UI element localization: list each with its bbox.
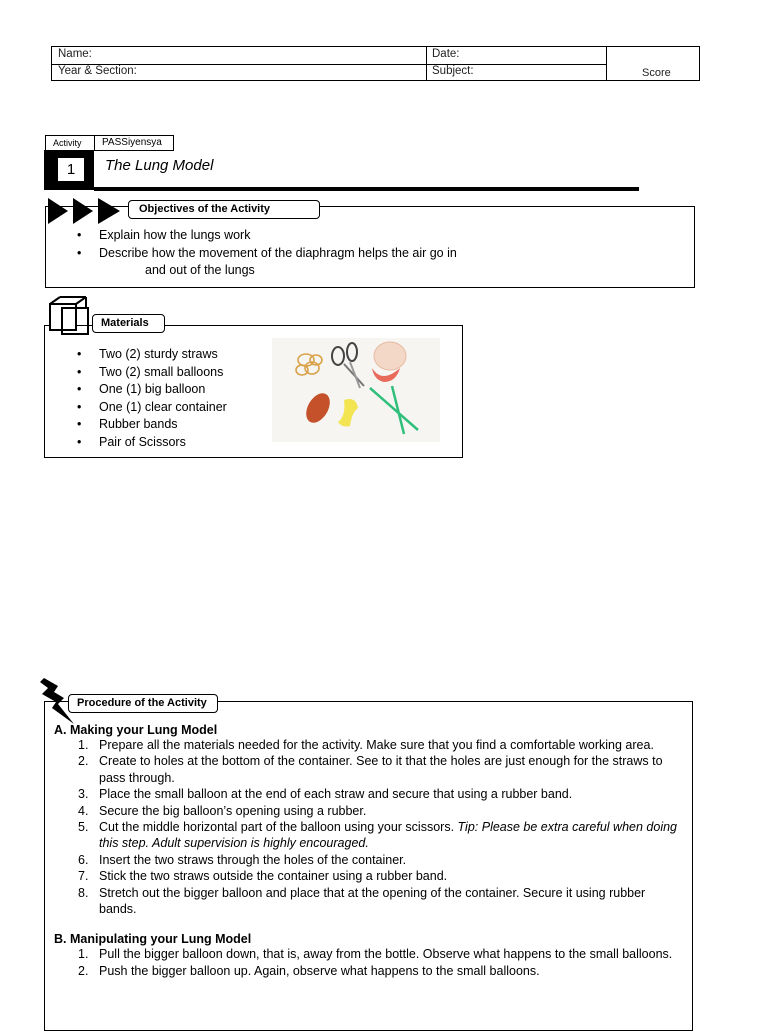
materials-list	[77, 346, 277, 451]
year-section-field-label: Year & Section:	[58, 65, 137, 77]
subject-field-label: Subject:	[432, 65, 474, 77]
list-item: 8. Stretch out the bigger balloon and place that at the opening of the container. Secure it using rubber bands.	[78, 885, 646, 917]
activity-title: The Lung Model	[105, 157, 214, 174]
list-item: 7. Stick the two straws outside the container using a rubber band.	[78, 869, 448, 884]
list-item: 1. Prepare all the materials needed for the activity. Make sure that you find a comfortable working area.	[78, 738, 654, 752]
list-item: • One (1) clear container	[77, 399, 277, 417]
objectives-list	[77, 227, 677, 280]
section-a-title: A. Making your Lung Model	[54, 723, 218, 737]
materials-photo	[272, 338, 440, 442]
list-item: 1. Pull the bigger balloon down, that is, away from the bottle. Observe what happens to the small balloons.	[78, 947, 673, 962]
list-item: • Two (2) sturdy straws	[77, 346, 277, 364]
objectives-heading: Objectives of the Activity	[128, 200, 320, 219]
list-item: 2. Create to holes at the bottom of the container. See to it that the holes are just enough for the straws to pass through.	[78, 754, 663, 785]
list-item-continuation: and out of the lungs	[145, 263, 255, 277]
title-underline	[94, 187, 639, 191]
list-item: 2. Push the bigger balloon up. Again, observe what happens to the small balloons.	[78, 963, 540, 978]
student-info-table	[51, 46, 700, 81]
procedure-heading: Procedure of the Activity	[68, 694, 218, 713]
activity-tab: Activity	[45, 135, 95, 151]
brand-tab: PASSiyensya	[94, 135, 174, 151]
section-a-steps	[54, 737, 684, 917]
list-item: • Explain how the lungs work	[77, 227, 677, 245]
list-item: • Rubber bands	[77, 416, 277, 434]
list-item: • One (1) big balloon	[77, 381, 277, 399]
list-item: • Pair of Scissors	[77, 434, 277, 452]
name-field-label: Name:	[58, 48, 92, 60]
section-b-steps	[54, 946, 684, 979]
section-b-title: B. Manipulating your Lung Model	[54, 932, 252, 947]
score-label: Score	[642, 67, 671, 79]
date-field-label: Date:	[432, 48, 460, 60]
materials-heading: Materials	[92, 314, 165, 333]
procedure-content	[54, 723, 684, 979]
list-item: • Two (2) small balloons	[77, 364, 277, 382]
list-item: 6. Insert the two straws through the holes of the container.	[78, 852, 407, 867]
arrows-icon	[48, 196, 128, 226]
table-divider	[606, 47, 607, 80]
list-item: 5. Cut the middle horizontal part of the balloon using your scissors. Tip: Please be extra careful when doing this step. Adult supervision is highly encouraged.	[78, 820, 677, 851]
list-item: 4. Secure the big balloon’s opening using a rubber.	[78, 803, 367, 818]
list-item: 3. Place the small balloon at the end of each straw and secure that using a rubber band.	[78, 787, 573, 802]
list-item: • Describe how the movement of the diaphragm helps the air go in	[77, 245, 677, 263]
safety-tip: Tip: Please be extra careful when doing this step. Adult supervision is highly encouraged.	[99, 820, 677, 851]
activity-number: 1	[57, 157, 85, 182]
table-divider	[426, 47, 427, 80]
